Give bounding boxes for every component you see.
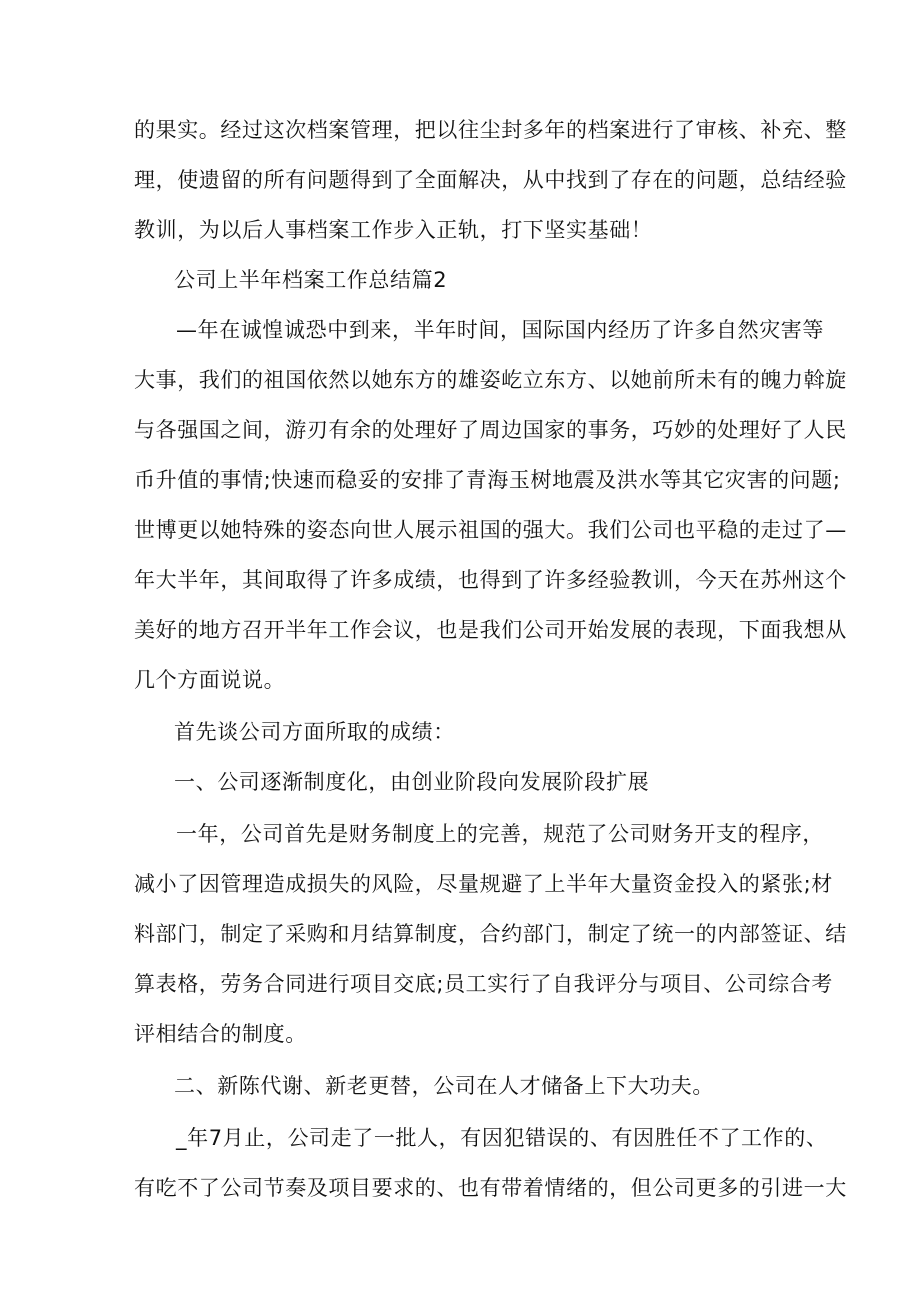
paragraph-line: 料部门，制定了采购和月结算制度，合约部门，制定了统一的内部签证、结 [134,922,847,946]
paragraph-line: 教训，为以后人事档案工作步入正轨，打下坚实基础！ [134,218,653,242]
section-heading: 一、公司逐渐制度化，由创业阶段向发展阶段扩展 [174,770,650,794]
paragraph-line: 年大半年，其间取得了许多成绩，也得到了许多经验教训，今天在苏州这个 [134,568,847,592]
paragraph-line: 算表格，劳务合同进行项目交底;员工实行了自我评分与项目、公司综合考 [134,972,833,996]
paragraph-line: 一年，公司首先是财务制度上的完善，规范了公司财务开支的程序， [176,822,824,846]
section-heading: 公司上半年档案工作总结篇2 [174,268,448,292]
paragraph-line: 币升值的事情;快速而稳妥的安排了青海玉树地震及洪水等其它灾害的问题; [134,468,841,492]
paragraph-line: 评相结合的制度。 [134,1022,307,1046]
paragraph-line: 大事，我们的祖国依然以她东方的雄姿屹立东方、以她前所未有的魄力斡旋 [134,368,847,392]
section-heading: 二、新陈代谢、新老更替，公司在人才储备上下大功夫。 [174,1074,714,1098]
paragraph-line: 与各强国之间，游刃有余的处理好了周边国家的事务，巧妙的处理好了人民 [134,418,847,442]
paragraph-line: 理，使遗留的所有问题得到了全面解决，从中找到了存在的问题，总结经验 [134,168,847,192]
paragraph-line: 减小了因管理造成损失的风险，尽量规避了上半年大量资金投入的紧张;材 [134,872,833,896]
paragraph-line: _年7月止，公司走了一批人，有因犯错误的、有因胜任不了工作的、 [176,1126,828,1150]
paragraph-line: 美好的地方召开半年工作会议，也是我们公司开始发展的表现，下面我想从 [134,618,847,642]
paragraph-line: 有吃不了公司节奏及项目要求的、也有带着情绪的，但公司更多的引进一大 [134,1176,847,1200]
section-heading: 首先谈公司方面所取的成绩： [174,720,455,744]
paragraph-line: 世博更以她特殊的姿态向世人展示祖国的强大。我们公司也平稳的走过了— [134,518,847,542]
paragraph-line: 几个方面说说。 [134,668,286,692]
paragraph-line: —年在诚惶诚恐中到来，半年时间，国际国内经历了许多自然灾害等 [176,318,824,342]
paragraph-line: 的果实。经过这次档案管理，把以往尘封多年的档案进行了审核、补充、整 [134,118,847,142]
